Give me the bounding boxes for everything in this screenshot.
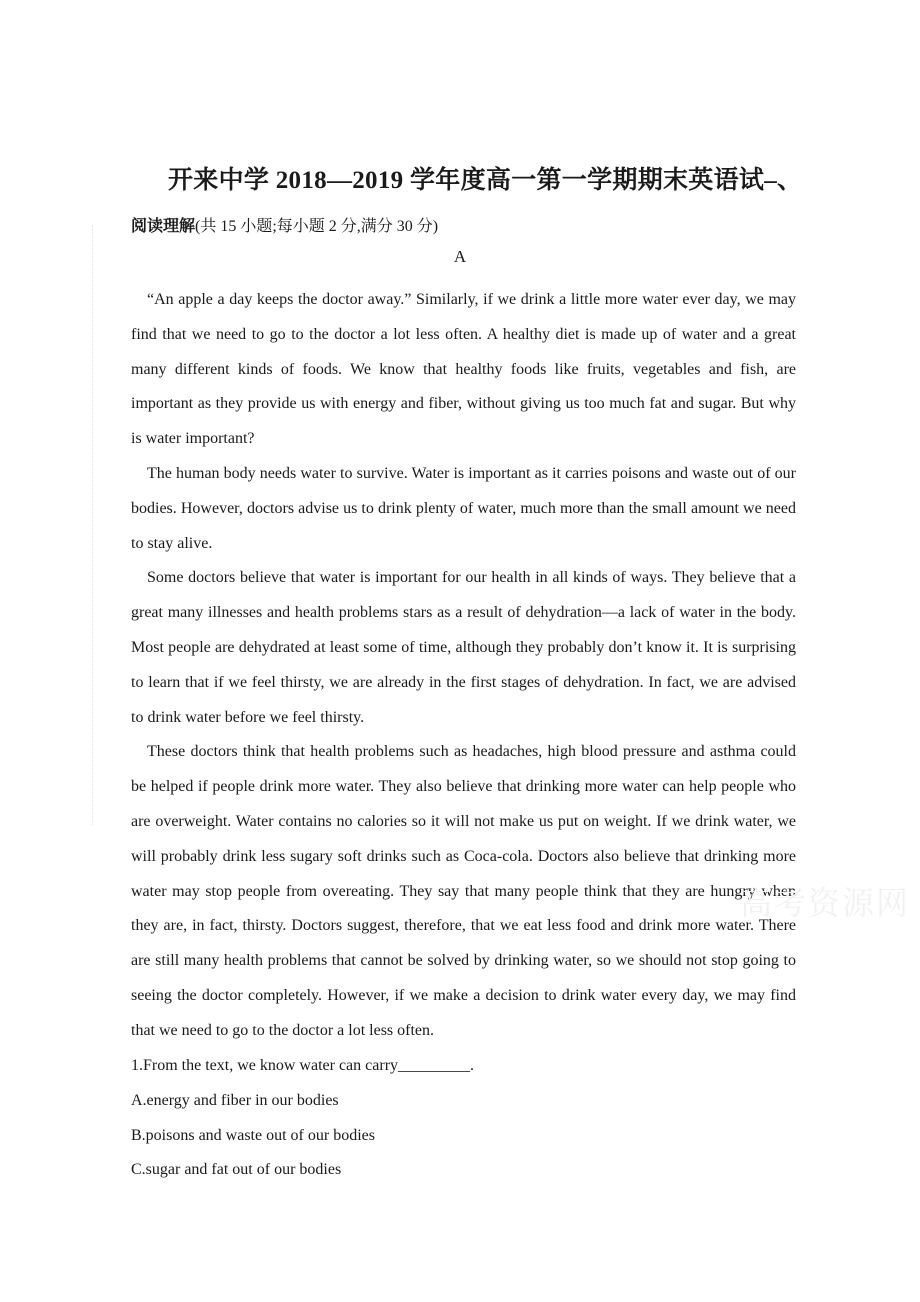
margin-dotted-line [92,225,94,825]
section-heading [131,213,438,236]
question-block [131,1049,796,1188]
answer-option-c: C.sugar and fat out of our bodies [131,1161,342,1179]
watermark-text: 高考资源网 [740,884,911,922]
section-heading-detail: (共 15 小题;每小题 2 分,满分 30 分) [195,218,439,235]
question-stem: 1.From the text, we know water can carry_________. [131,1057,475,1074]
reading-passage [131,283,796,1049]
passage-paragraph-4: These doctors think that health problems such as headaches, high blood pressure and asthma could be helped if people drink more water. They also believe that drinking more water can help people who are overweight. Water contains no calories so it will not make us put on weight. If we drink water, we will probably drink less sugary soft drinks such as Coca-cola. Doctors also believe that drinking more water may stop people from overeating. They say that many people think that they are hungry when they are, in fact, thirsty. Doctors suggest, therefore, that we eat less food and drink more water. There are still many health problems that cannot be solved by drinking water, so we should not stop going to seeing the doctor completely. However, if we make a decision to drink water every day, we may find that we need to go to the doctor a lot less often. [131,743,796,1039]
passage-paragraph-2: The human body needs water to survive. Water is important as it carries poisons and waste out of our bodies. However, doctors advise us to drink plenty of water, much more than the small amount we need to stay alive. [131,464,796,552]
page-title: 开来中学 2018—2019 学年度高一第一学期期末英语试–、 [168,167,803,194]
passage-label: A [453,247,467,266]
section-heading-label: 阅读理解 [131,218,196,235]
passage-paragraph-1: “An apple a day keeps the doctor away.” Similarly, if we drink a little more water ever day, we may find that we need to go to the doctor a lot less often. A healthy diet is made up of water and a great many different kinds of foods. We know that healthy foods like fruits, vegetables and fish, are important as they provide us with energy and fiber, without giving us too much fat and sugar. But why is water important? [131,291,796,448]
answer-option-a: A.energy and fiber in our bodies [131,1091,339,1109]
passage-paragraph-3: Some doctors believe that water is important for our health in all kinds of ways. They believe that a great many illnesses and health problems stars as a result of dehydration—a lack of water in the body. Most people are dehydrated at least some of time, although they probably don’t know it. It is surprising to learn that if we feel thirsty, we are already in the first stages of dehydration. In fact, we are advised to drink water before we feel thirsty. [131,569,796,726]
answer-option-b: B.poisons and waste out of our bodies [131,1126,375,1144]
